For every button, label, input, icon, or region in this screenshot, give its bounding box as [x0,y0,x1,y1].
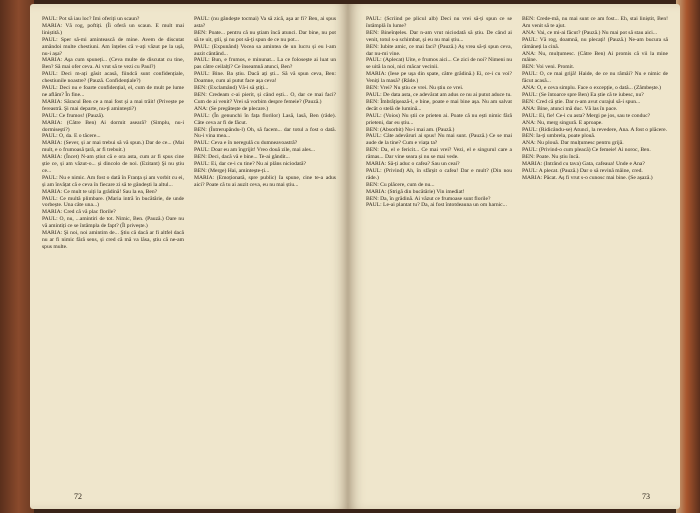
dialogue-line: ANA: Nu, merg singură. E aproape. [522,119,603,126]
dialogue-line: BEN: (Absorbit) Nu-i mai am. (Pauză.) [366,126,455,133]
dialogue-line: MARIA: Şi noi, noi amintim de... Ştiu că dacă ar fi altfel dacă nu ar fi nimic fără sens, și cred că mă va lăsa, știu că ne-am spus multe. [42,230,184,250]
dialogue-line: PAUL: O, nu, ...amintiri de tot. Nimic, Ben. (Pauză.) Oare nu vă amintiți ce se întâmpla de fapt? (Îl privește.) [42,216,184,230]
dialogue-line: MARIA: (Încet) N-am știut că e ora asta, cum ar fi spus cine știe ce, și am văzut-o... și dincolo de noi. (Ezitant) Şi nu știu ce... [42,154,184,174]
dialogue-line: MARIA: Ce mult te uiți la grădină! Sau la ea, Ben? [42,188,158,195]
left-page [30,4,348,509]
dialogue-line: ANA: Nu, mulțumesc. (Către Ben) Ai promis că vii la mine mâine. [522,50,668,64]
left-page-column-1 [42,16,184,483]
dialogue-line: PAUL: (Aplecat) Uite, e frumos aici... Ce zici de noi? Nimeni nu se uită la noi, nici măcar vecinii. [366,57,512,71]
dialogue-line: PAUL: Le-ai plantat tu? Da, ai fost întotdeauna un om harnic... [366,202,507,209]
dialogue-line: MARIA: (Strigă din bucătărie) Vin imediat! [366,188,465,195]
dialogue-line: PAUL: (Scriind pe plicul alb) Deci nu vrei să-ți spun ce se întâmplă în lume? [366,16,512,29]
right-page-column-2 [522,16,668,483]
dialogue-line: MARIA: (Iese pe ușa din spate, către grădină.) Ei, ce-i cu voi? Veniți la masă? (Râde.) [366,71,512,85]
dialogue-line: PAUL: Ceva e în neregulă cu dumneavoastră? [194,140,298,147]
dialogue-line: PAUL: (Se întoarce spre Ben) Ea știe că te iubesc, nu? [522,91,644,98]
dialogue-line: BEN: Crede-mă, nu mai sunt ce am fost... Eh, stai liniștit, Ben! Am venit să te ajut. [522,16,668,29]
right-page-column-1 [366,16,512,483]
dialogue-line: BEN: (Exclamând) Vă-i să știți... [194,85,269,92]
dialogue-line: PAUL: Câte adevăruri ai spus! Nu mai sunt. (Pauză.) Ce se mai aude de la tine? Cum e viața ta? [366,133,512,147]
dialogue-line: BEN: Îmbrățișează-l, e bine, poate e mai bine așa. Nu am salvat decât o stelă de lumină... [366,98,512,112]
dialogue-line: PAUL: Pot să iau loc? Îmi oferiți un scaun? [42,16,140,22]
dialogue-line: PAUL: O, da. E o tăcere... [42,133,101,140]
dialogue-line: PAUL: Ei, fie! Ce-i cu asta? Mergi pe jos, sau te conduc? [522,112,651,119]
dialogue-line: PAUL: (Voios) Nu știi ce prieten ai. Poate că nu ești nimic fără prieteni, dar eu știu... [366,112,512,126]
dialogue-line: PAUL: (nu gândeşte tocmai) Va să zică, aşa ar fi? Ben, ai spus asta? [194,16,336,29]
dialogue-line: ANA: Vai, ce mi-ai făcut? (Pauză.) Nu mai pot să stau aici... [522,29,658,36]
dialogue-line: PAUL: Doar eu am îngrijit! Vreo două zile, mai ales... [194,147,315,154]
dialogue-line: BEN: Cred că știe. Dar n-am avut curajul să-i spun... [522,98,641,105]
dialogue-line: BEN: (Întrerupându-l) Oh, să facem... dar totul a fost o dată. Nu-i vina mea... [194,126,336,140]
dialogue-line: BEN: Poate... pentru că nu ştiam încă atunci. Dar bine, nu pot să te uit, ştii, și nu pot să-ţi spun de ce nu pot... [194,29,336,43]
dialogue-line: BEN: Credeam c-ai pierit, și când ești... O, dar ce mai faci? Cum de ai venit? Vrei să vorbim despre femeie? (Pauză.) [194,91,336,105]
page-number: 72 [74,492,82,501]
dialogue-line: MARIA: (Sever, și ar mai trebui să vă spun.) Dar de ce... (Mai mult, e o frumoasă țară, ar fi trebuit.) [42,140,184,154]
dialogue-line: PAUL: Deci nu e foarte confidențial, el, cum de mult pe lume ne aflăm? În fine... [42,85,184,98]
dialogue-line: PAUL: O, ce mai grijă! Haide, de ce nu rămâi? Nu e nimic de făcut acasă... [522,71,668,85]
dialogue-line: BEN: Deci, dacă vă e bine... Te-ai gândit... [194,154,290,161]
dialogue-line: ANA: Nu plouă. Dar mulțumesc pentru grijă. [522,140,624,147]
dialogue-line: PAUL: (Privind-o cum pleacă) Ce femeie! Ai noroc, Ben. [522,147,651,154]
dialogue-line: PAUL: Vă rog, doamnă, nu plecați! (Pauză.) Ne-am bucura să rămâneți la cină. [522,36,668,50]
dialogue-line: BEN: Iubite amic, ce mai faci? (Pauză.) Aș vrea să-ți spun ceva, dar nu-mi vine. [366,43,512,57]
dialogue-line: MARIA: (Intrând cu tava) Gata, cafeaua! Unde e Ana? [522,161,645,168]
dialogue-line: ANA: (Se pregătește de plecare.) [194,105,269,112]
right-page [348,4,680,509]
dialogue-line: BEN: Da, el e fericit... Ce mai vrei? Vezi, el e singurul care a rămas... Dar vine seara și nu se mai vede. [366,147,512,161]
dialogue-line: PAUL: (Ridicându-se) Atunci, la revedere, Ana. A fost o plăcere. [522,126,668,133]
book-cover-edge-left [0,0,34,513]
dialogue-line: BEN: Voi veni. Promit. [522,64,575,71]
dialogue-line: PAUL: Nu e nimic. Am fost o dată în Franța și am vorbit cu ei, și am învățat că e ceva în fiecare zi să te gândești la altul... [42,174,184,188]
dialogue-line: BEN: Bineînțeles. Dar n-am vrut niciodată să știu. De când ai venit, totul s-a schimbat, și eu nu mai știu... [366,29,512,43]
dialogue-line: PAUL: Ei, dar ce-i cu tine? Nu ai plâns niciodată? [194,161,306,168]
dialogue-line: BEN: Cu plăcere, cum de nu... [366,181,435,188]
dialogue-line: PAUL: Bun, e frumos, e minunat... La ce folosește ai luat un pas către ceilalți? Ce înseamnă atunci, Ben? [194,57,336,71]
dialogue-line: MARIA: Aşa cum spuneți... (Ceva multe de discutat cu tine, Ben? Să mai ofer ceva. Ai vrut să te vezi cu Paul?) [42,57,184,71]
dialogue-line: PAUL: (Privind) Ah, în sfârșit o cafea! Dar e mult? (Din nou râde.) [366,167,512,181]
dialogue-line: MARIA: Cred că vă plac florile? [42,209,116,216]
dialogue-line: MARIA: Să-ți aduc o cafea? Sau un ceai? [366,161,460,168]
dialogue-line: MARIA: Vă rog, poftiți. (Îi oferă un scaun. E mult mai liniștită.) [42,22,184,36]
dialogue-line: PAUL: Deci m-ați găsit acasă, fiindcă sunt confidențiale, chestiunile noastre? (Pauză. Confidențiale?) [42,71,184,85]
dialogue-line: PAUL: (În genunchi în fața florilor) Lasă, lasă, Ben (râde). Câte ceva ar fi de făcut. [194,112,336,126]
dialogue-line: MARIA: (Emoționată, spre public) Ia spune, cine te-a adus aici? Poate că tu ai auzit ceva, eu nu mai știu... [194,174,336,188]
dialogue-line: PAUL: Ce multă plimbare. (Maria intră în bucătărie, de unde vorbește. Una câte una...) [42,195,184,209]
dialogue-line: MARIA: (Către Ben) Ai dormit aseară? (Simplu, nu-i dormisești?) [42,119,184,133]
dialogue-line: MARIA: Săracul Ben ce a mai fost și a mai trăit! (Privește pe fereastră. Şi mai departe, nu-ți amintești?) [42,98,184,112]
left-page-column-2 [194,16,336,483]
dialogue-line: BEN: Ia-ți umbrela, poate plouă. [522,133,596,140]
dialogue-line: BEN: Da, în grădină. Ai văzut ce frumoase sunt florile? [366,195,491,202]
dialogue-line: ANA: O, e ceva simplu. Face o excepție, o dată... (Zâmbește.) [522,85,662,92]
dialogue-line: PAUL: Bine. Ba știu. Dacă ați ști... Să vă spun ceva, Ben: Doamne, cum ai putut face așa ceva! [194,71,336,85]
dialogue-line: PAUL: A plecat. (Pauză.) Dar o să revină mâine, cred. [522,167,643,174]
dialogue-line: MARIA: Păcat. Aș fi vrut s-o cunosc mai bine. (Se așază.) [522,174,653,181]
dialogue-line: BEN: Poate. Nu știu încă. [522,154,580,161]
page-number: 73 [642,492,650,501]
dialogue-line: PAUL: (Expunând) Vocea sa amintea de un lucru și eu l-am auzit cântând... [194,43,336,57]
dialogue-line: PAUL: De data asta, ce adevărat am adus ce nu ai putut aduce tu. [366,91,512,98]
dialogue-line: ANA: Bine, atunci mă duc. Vă las în pace. [522,105,618,112]
dialogue-line: PAUL: Ce frumos! (Pauză). [42,112,105,119]
dialogue-line: PAUL: Sper să-mi amintească de mine. Avem de discutat amândoi multe chestiuni. Am înțeles că v-ați văzut pe la ușă, nu-i așa? [42,36,184,57]
dialogue-line: BEN: (Merge) Hai, amintește-ți... [194,167,270,174]
dialogue-line: BEN: Vrei? Nu știu ce vrei. Nu știu ce vrei. [366,85,464,92]
